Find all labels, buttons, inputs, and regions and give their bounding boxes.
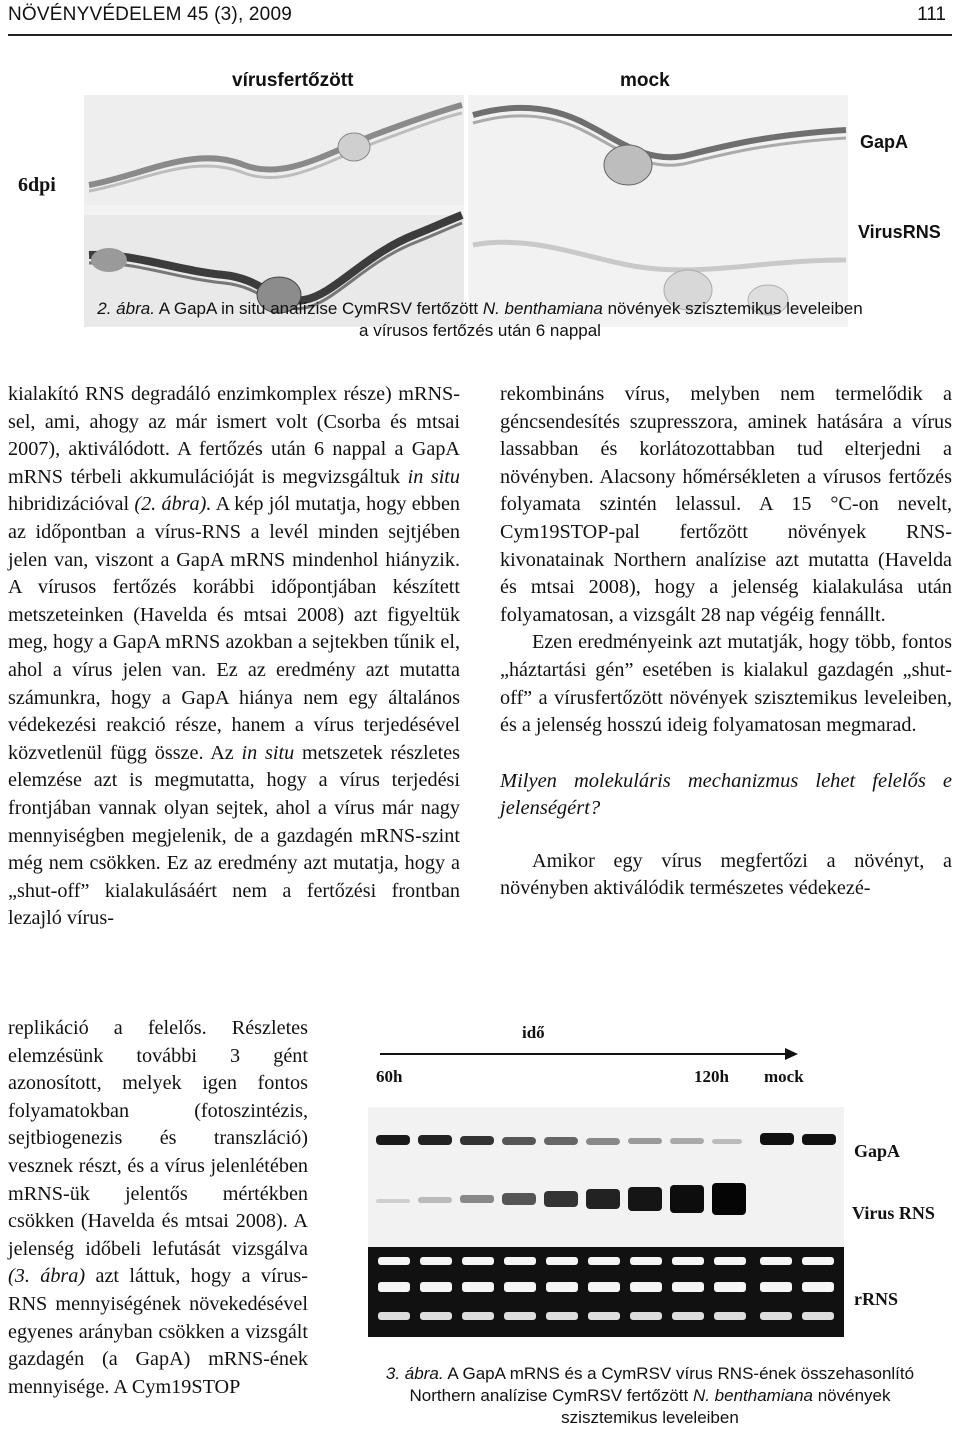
band-label-gapa: GapA [854, 1141, 901, 1161]
figure-2-caption-line2: a vírusos fertőzés után 6 nappal [359, 321, 601, 340]
left-column [8, 381, 460, 933]
label-gapa: GapA [860, 132, 909, 152]
page-number: 111 [917, 4, 946, 25]
right-column [500, 381, 952, 903]
figure-3-caption-line2: Northern analízise CymRSV fertőzött N. benthamiana növények [409, 1386, 891, 1405]
section-question: Milyen molekuláris mechanizmus lehet felelős e jelenségért? [500, 769, 952, 819]
left-paragraph-2: replikáció a felelős. Részletes elemzésünk további 3 gént azonosított, melyek igen fontos folyamatokban (fotoszintézis, sejtbiogenezis és transzláció) vesznek részt, és a vírus jelenlétében mRNS-ük jelentős mértékben csökken (Havelda és mtsai 2008). A jelenség időbeli lefutását vizsgálva (3. ábra) azt láttuk, hogy a vírus-RNS mennyiségének növekedésével egyenes arányban csökken a vizsgált gazdagén (a GapA) mRNS-ének mennyisége. A Cym19STOP [8, 1017, 309, 1398]
running-header [8, 0, 952, 36]
lane-label-120h: 120h [694, 1067, 729, 1086]
time-arrow [380, 1047, 800, 1061]
figure-2-number: 2. ábra. [97, 299, 155, 318]
figure-3-number: 3. ábra. [385, 1364, 444, 1383]
figure-3 [340, 1015, 960, 1360]
northern-blot [368, 1107, 844, 1337]
left-column-narrow [8, 1015, 308, 1401]
figure-2-caption [0, 298, 960, 342]
figure-3-caption-line3: szisztemikus leveleiben [561, 1408, 739, 1427]
lane-label-60h: 60h [376, 1067, 403, 1086]
journal-title: NÖVÉNYVÉDELEM 45 (3), 2009 [8, 4, 292, 25]
figure-2-caption-line1: 2. ábra. A GapA in situ analízise CymRSV fertőzött N. benthamiana növények szisztemikus leveleiben [97, 299, 863, 318]
label-infected: vírusfertőzött [232, 70, 354, 91]
label-6dpi: 6dpi [18, 174, 56, 196]
right-paragraph-1: rekombináns vírus, melyben nem termelődik a géncsendesítés szupresszora, aminek hatására a vírus lassabban és korlátozottabban tud elterjedni a növényben. Alacsony hőmérsékleten a vírusos fertőzés folyamata szintén lelassul. A 15 °C-on nevelt, Cym19STOP-pal fertőzött növények RNS-kivonatainak Northern analízise azt mutatta (Havelda és mtsai 2008), hogy a jelenség kialakulása után folyamatosan, a vizsgált 28 nap végéig fennállt. [500, 383, 952, 626]
label-virusrns: VirusRNS [858, 222, 941, 242]
band-label-virus: Virus RNS [852, 1203, 935, 1223]
micrograph-infected [84, 95, 464, 327]
right-paragraph-2: Ezen eredményeink azt mutatják, hogy több, fontos „háztartási gén” esetében is kialakul gazdagén „shut-off” a vírusfertőzött növények szisztemikus leveleiben, és a jelenség hosszú ideig folyamatosan megmarad. [500, 631, 952, 737]
right-paragraph-3: Amikor egy vírus megfertőzi a növényt, a növényben aktiválódik természetes védekezé- [500, 849, 952, 900]
band-label-rrns: rRNS [854, 1289, 898, 1309]
label-mock: mock [620, 70, 670, 91]
left-paragraph-1: kialakító RNS degradáló enzimkomplex része) mRNS-sel, ami, ahogy az már ismert volt (Csorba és mtsai 2007), aktiválódott. A fertőzés után 6 nappal a GapA mRNS térbeli akkumulációját is megvizsgáltuk in situ hibridizációval (2. ábra). A kép jól mutatja, hogy ebben az időpontban a vírus-RNS a levél minden sejtjében jelen van, viszont a GapA mRNS mindenhol hiányzik. A vírusos fertőzés korábbi időpontjában készített metszeteinken (Havelda és mtsai 2008) azt figyeltük meg, hogy a GapA mRNS azokban a sejtekben tűnik el, ahol a vírus jelen van. Ez az eredmény azt mutatta számunkra, hogy a GapA hiánya nem egy általános védekezési reakció része, hanem a vírus terjedésével közvetlenül függ össze. Az in situ metszetek részletes elemzése azt is megmutatta, hogy a vírus terjedési frontjában vannak olyan sejtek, ahol a vírus már nagy mennyiségben megjelenik, de a gazdagén mRNS-szint még nem csökken. Ez az eredmény azt mutatja, hogy a „shut-off” kialakulásáért nem a fertőzési frontban lezajló vírus- [8, 383, 461, 930]
figure-3-caption [340, 1363, 960, 1429]
lane-label-mock: mock [764, 1067, 804, 1086]
time-axis-label: idő [522, 1023, 545, 1042]
figure-3-caption-line1: 3. ábra. A GapA mRNS és a CymRSV vírus RNS-ének összehasonlító [385, 1364, 915, 1383]
micrograph-mock [468, 95, 848, 327]
